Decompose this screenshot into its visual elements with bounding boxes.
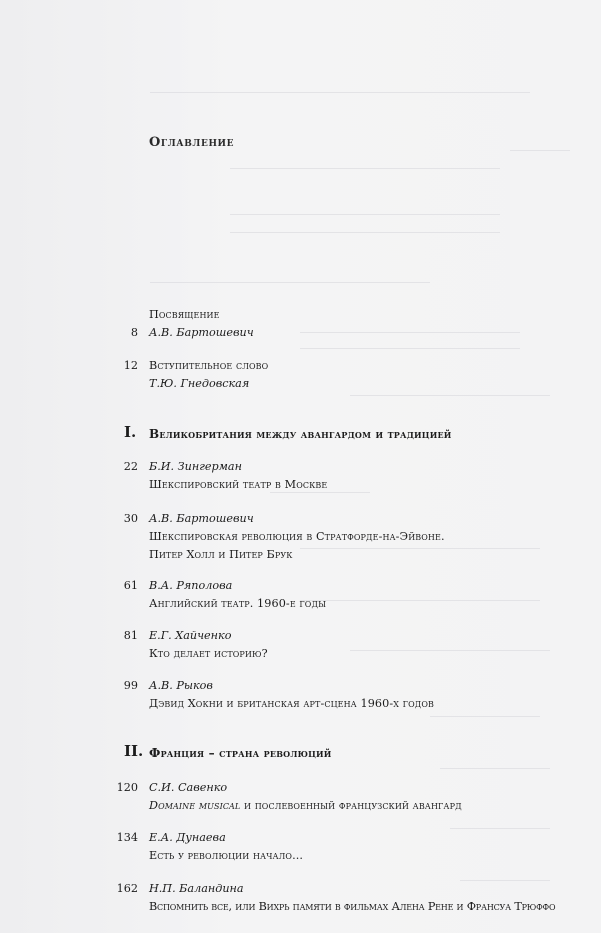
entry-author: Е.А. Дунаева	[149, 831, 226, 844]
page-number: 99	[123, 679, 138, 692]
page-number: 12	[123, 359, 138, 372]
show-through-line	[430, 716, 540, 717]
page-number: 162	[116, 882, 138, 895]
entry-title	[149, 797, 579, 815]
entry-author: А.В. Бартошевич	[149, 326, 254, 339]
page-number: 22	[123, 460, 138, 473]
entry-title-italic: Domaine musical	[149, 799, 241, 812]
page-number: 61	[123, 579, 138, 592]
page-title: Оглавление	[149, 135, 235, 150]
show-through-line	[150, 282, 430, 283]
show-through-line	[230, 168, 500, 169]
entry-title: Вспомнить все, или Вихрь памяти в фильмах Алена Рене и Франсуа Трюффо	[149, 900, 556, 913]
show-through-line	[230, 214, 500, 215]
entry-title-rest: и послевоенный французский авангард	[240, 799, 462, 812]
entry-title: Вступительное слово	[149, 359, 269, 372]
entry-title: Кто делает историю?	[149, 647, 268, 660]
entry-title: Английский театр. 1960-е годы	[149, 597, 327, 610]
entry-author: А.В. Рыков	[149, 679, 213, 692]
section-numeral: II.	[124, 742, 144, 760]
entry-title: Питер Холл и Питер Брук	[149, 548, 293, 561]
entry-author: Т.Ю. Гнедовская	[149, 377, 250, 390]
section-title: Франция – страна революций	[149, 746, 332, 760]
entry-title: Шекспировская революция в Стратфорде-на-Эйвоне.	[149, 530, 445, 543]
page-number: 8	[130, 326, 138, 339]
entry-author: С.И. Савенко	[149, 781, 228, 794]
entry-author: Б.И. Зингерман	[149, 460, 242, 473]
entry-title: Посвящение	[149, 308, 220, 321]
show-through-line	[440, 768, 550, 769]
show-through-line	[350, 395, 550, 396]
show-through-line	[510, 150, 570, 151]
entry-author: А.В. Бартошевич	[149, 512, 254, 525]
entry-author: Н.П. Баландина	[149, 882, 244, 895]
show-through-line	[300, 348, 520, 349]
section-numeral: I.	[124, 423, 137, 441]
section-title: Великобритания между авангардом и традицией	[149, 427, 452, 441]
entry-author: В.А. Ряполова	[149, 579, 233, 592]
entry-title: Есть у революции начало...	[149, 849, 304, 862]
page-number: 81	[123, 629, 138, 642]
entry-author: Е.Г. Хайченко	[149, 629, 232, 642]
entry-title: Дэвид Хокни и британская арт-сцена 1960-х годов	[149, 697, 434, 710]
show-through-line	[150, 92, 530, 93]
entry-title: Шекспировский театр в Москве	[149, 478, 328, 491]
page-number: 134	[116, 831, 138, 844]
page-number: 120	[116, 781, 138, 794]
page-number: 30	[123, 512, 138, 525]
show-through-line	[230, 232, 500, 233]
